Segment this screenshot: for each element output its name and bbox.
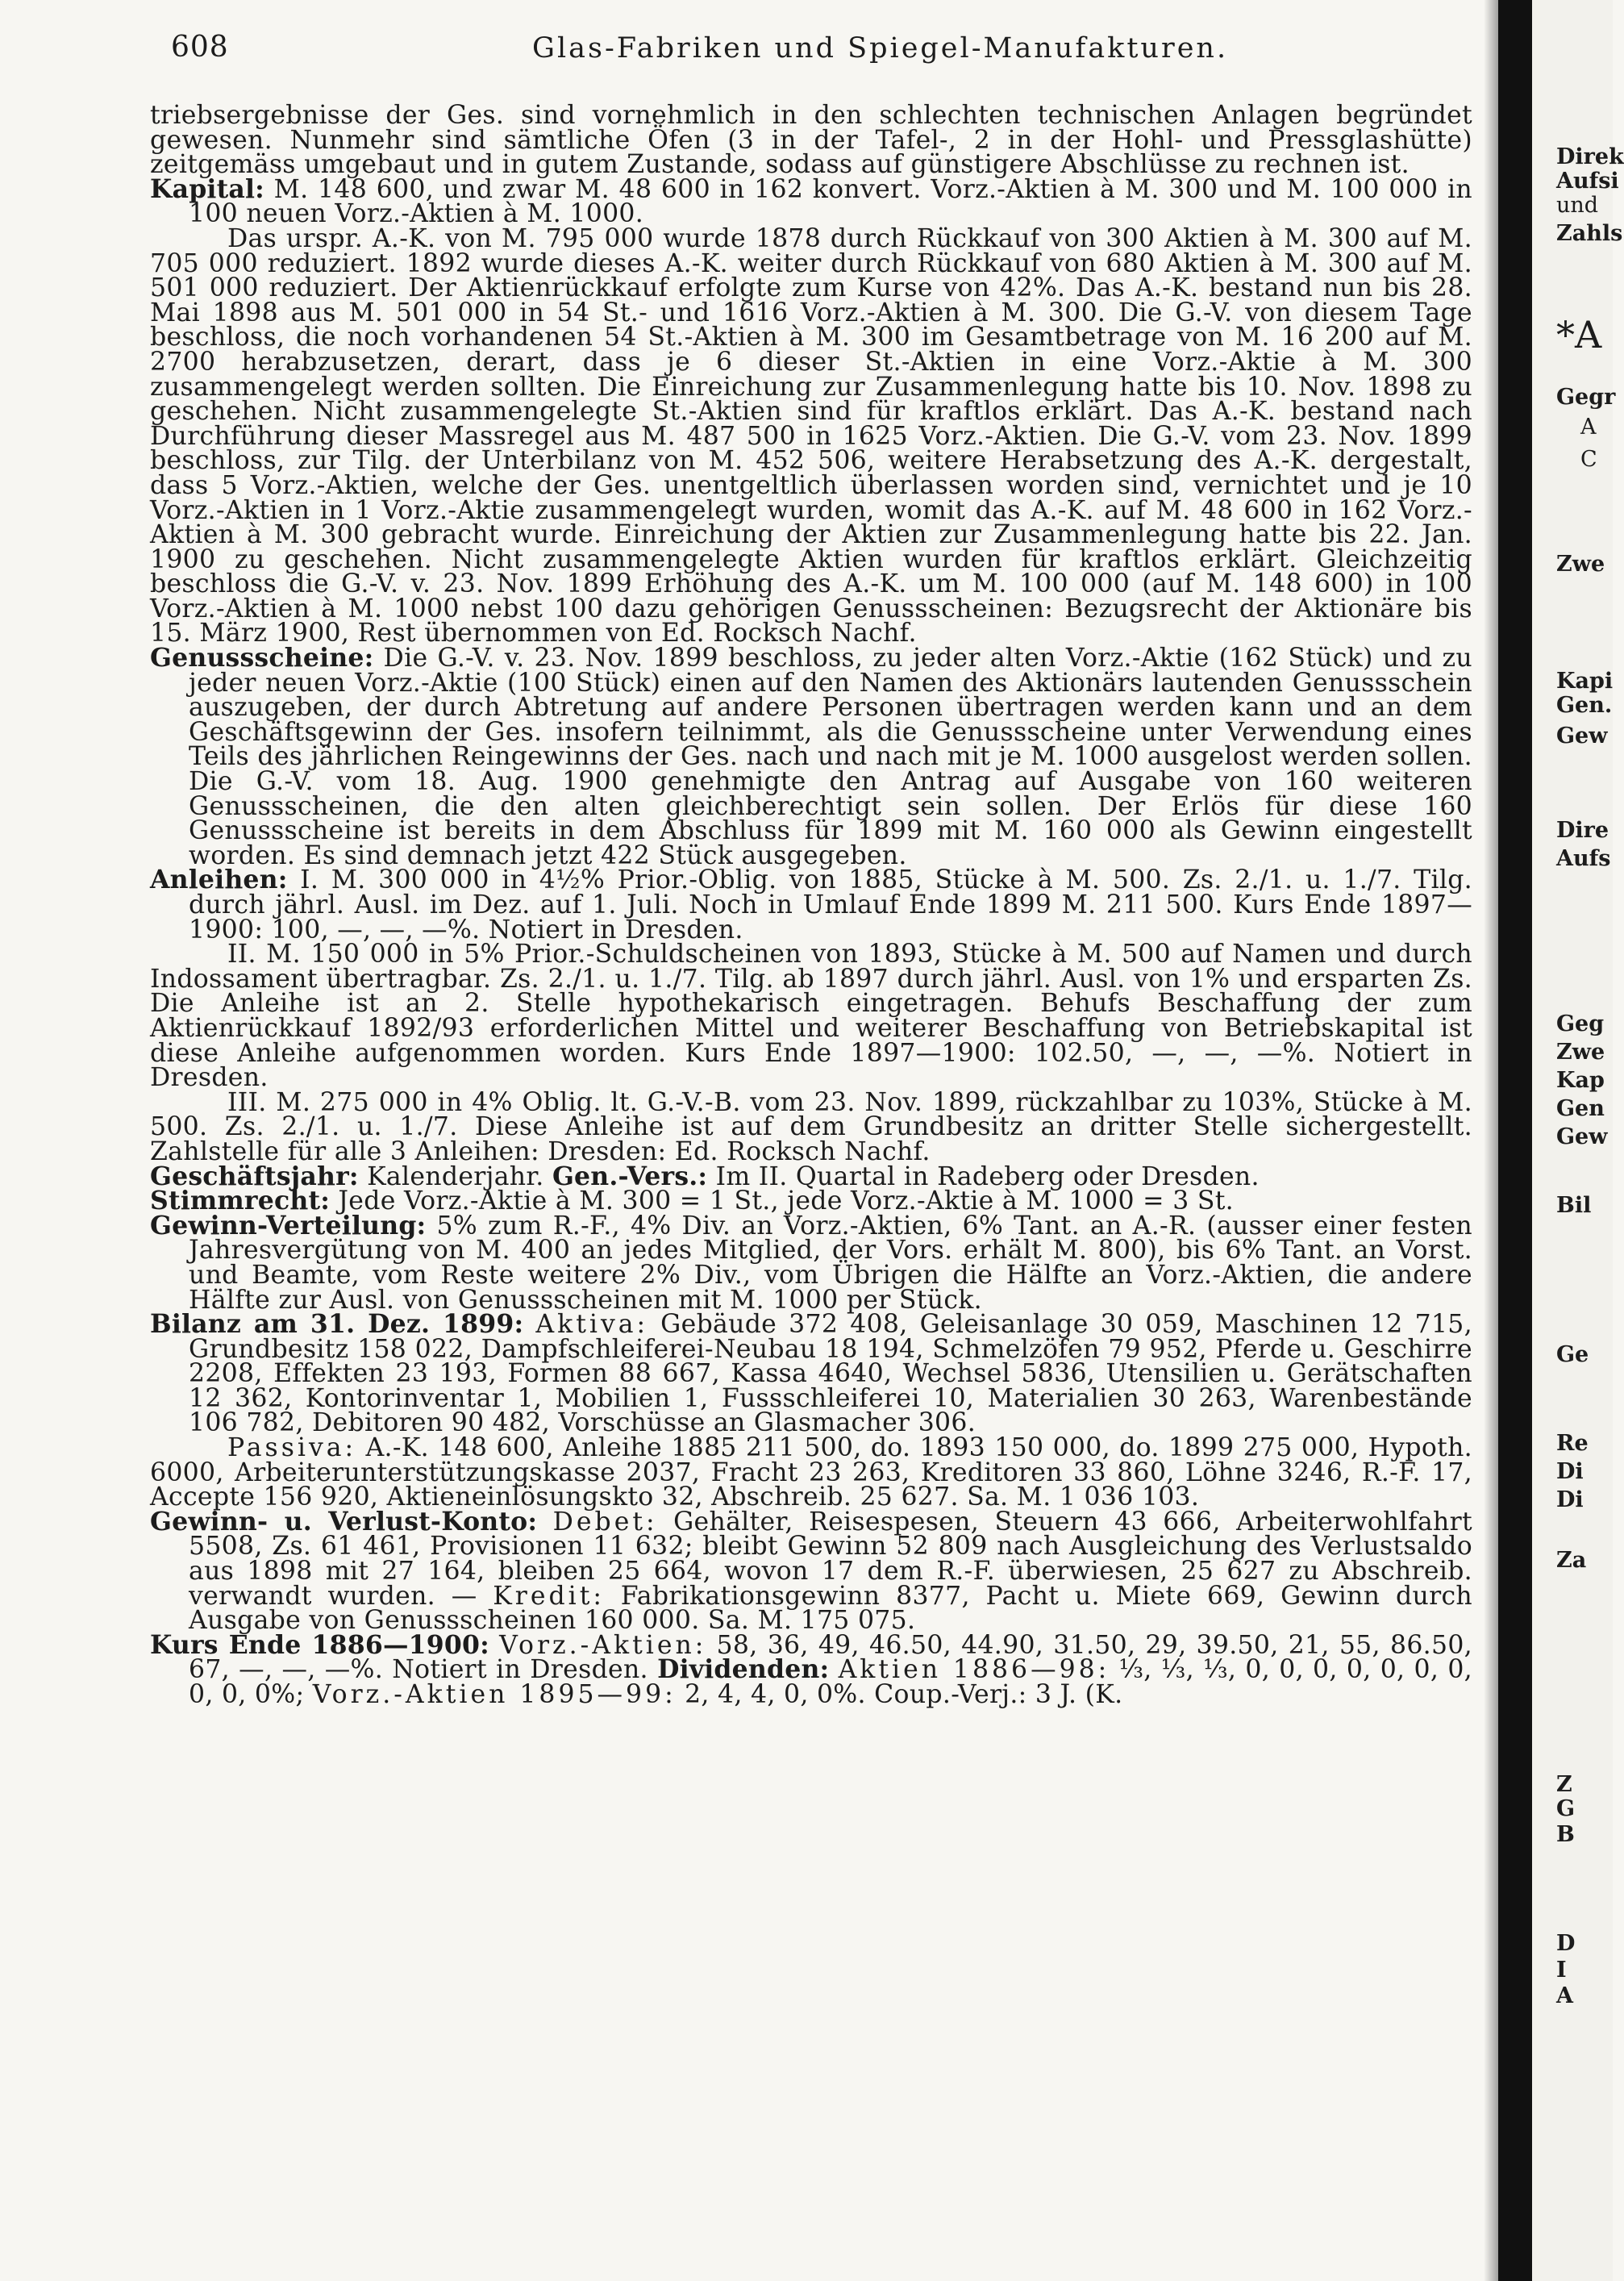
paragraph-anleihe-iii: III. M. 275 000 in 4% Oblig. lt. G.-V.-B. vom 23. Nov. 1899, rückzahlbar zu 103%, Stücke à M. 500. Zs. 2./1. u. 1./7. Diese Anleihe ist auf dem Grundbesitz an dritter Stelle sichergestellt. Zahlstelle für alle 3 Anleihen: Dresden: Ed. Rocksch Nachf. — [150, 1087, 1472, 1166]
text-anleihe-i: I. M. 300 000 in 4½% Prior.-Oblig. von 1885, Stücke à M. 500. Zs. 2./1. u. 1./7. Tilg. durch jährl. Ausl. im Dez. auf 1. Juli. Noch in Umlauf Ende 1899 M. 211 500. Kurs Ende 1897—1900: 100, —, —, —%. Notiert in Dresden. — [189, 865, 1472, 945]
fragment: Zahls — [1556, 221, 1623, 246]
paragraph-gewinn-verteilung — [150, 1210, 1472, 1315]
fragment: Gew — [1556, 723, 1608, 749]
text-genussscheine: Die G.-V. v. 23. Nov. 1899 beschloss, zu jeder alten Vorz.-Aktie (162 Stück) und zu jeder neuen Vorz.-Aktie (100 Stück) einen auf den Namen des Aktionärs lautenden Genussschein auszugeben, der durch Abtretung auf andere Personen übertragen werden kann und an dem Geschäftsgewinn der Ges. insofern teilnimmt, als die Genussscheine unter Verwendung eines Teils des jährlichen Reingewinns der Ges. nach und nach mit je M. 1000 ausgelost werden sollen. Die G.-V. vom 18. Aug. 1900 genehmigte den Antrag auf Ausgabe von 160 weiteren Genussscheinen, die den alten gleichberechtigt sein sollen. Der Erlös für diese 160 Genussscheine ist bereits in dem Abschluss für 1899 mit M. 160 000 als Gewinn eingestellt worden. Es sind demnach jetzt 422 Stück ausgegeben. — [189, 644, 1472, 870]
paragraph-bilanz — [150, 1309, 1472, 1438]
heading-kapital: Kapital: — [150, 173, 264, 204]
fragment: Aufs — [1556, 846, 1611, 871]
fragment: A — [1580, 415, 1597, 440]
keyword-aktien-dividenden: Aktien 1886—98: — [838, 1655, 1110, 1685]
heading-stimmrecht: Stimmrecht: — [150, 1186, 331, 1216]
heading-gewinn-verteilung: Gewinn-Verteilung: — [150, 1210, 427, 1241]
heading-genussscheine: Genussscheine: — [150, 643, 374, 673]
fragment: Zwe — [1556, 1040, 1605, 1065]
fragment: Di — [1556, 1459, 1584, 1484]
fragment: B — [1556, 1822, 1575, 1847]
keyword-kredit: Kredit: — [493, 1581, 606, 1611]
text-aktiva: Gebäude 372 408, Geleisanlage 30 059, Maschinen 12 715, Grundbesitz 158 022, Dampfschleiferei-Neubau 18 194, Schmelzöfen 79 952, Pferde u. Geschirre 2208, Effekten 23 193, Formen 88 667, Kassa 4640, Wechsel 5836, Utensilien u. Gerätschaften 12 362, Kontorinventar 1, Mobilien 1, Fussschleiferei 10, Materialien 30 263, Warenbestände 106 782, Debitoren 90 482, Vorschüsse an Glasmacher 306. — [189, 1310, 1472, 1438]
fragment: Z — [1556, 1772, 1572, 1797]
paragraph-kapital — [150, 173, 1472, 229]
keyword-debet: Debet: — [552, 1507, 658, 1537]
page-number: 608 — [171, 31, 229, 64]
fragment: Direk — [1556, 144, 1624, 169]
fragment: Ge — [1556, 1342, 1589, 1367]
fragment: Gen. — [1556, 693, 1613, 718]
text-passiva: A.-K. 148 600, Anleihe 1885 211 500, do. 1893 150 000, do. 1899 275 000, Hypoth. 6000, Arbeiterunterstützungskasse 2037, Fracht 23 263, Kreditoren 33 860, Löhne 3246, R.-F. 17, Accepte 156 920, Aktieneinlösungskto 32, Abschreib. 25 627. Sa. M. 1 036 103. — [150, 1433, 1472, 1512]
book-gutter — [1498, 0, 1532, 2281]
text-stimmrecht: Jede Vorz.-Aktie à M. 300 = 1 St., jede Vorz.-Aktie à M. 1000 = 3 St. — [338, 1186, 1234, 1216]
gutter-shadow — [1484, 0, 1498, 2281]
text-gen-vers: Im II. Quartal in Radeberg oder Dresden. — [715, 1161, 1260, 1191]
text-gewinn-verteilung: 5% zum R.-F., 4% Div. an Vorz.-Aktien, 6% Tant. an A.-R. (ausser einer festen Jahresvergütung von M. 400 an jedes Mitglied, der Vors. erhält M. 800), bis 6% Tant. an Vorst. und Beamte, vom Reste weitere 2% Div., vom Übrigen die Hälfte an Vorz.-Aktien, die andere Hälfte zur Ausl. von Genussscheinen mit M. 1000 per Stück. — [189, 1211, 1472, 1315]
paragraph-kurs — [150, 1629, 1472, 1709]
heading-gen-vers: Gen.-Vers.: — [552, 1161, 708, 1191]
heading-dividenden: Dividenden: — [657, 1654, 830, 1685]
heading-gewinn-verlust: Gewinn- u. Verlust-Konto: — [150, 1506, 538, 1537]
next-page-edge — [1532, 0, 1624, 2281]
paragraph-gewinn-verlust — [150, 1506, 1472, 1636]
fragment: Zwe — [1556, 552, 1605, 577]
text-column — [150, 103, 1472, 1708]
keyword-aktiva: Aktiva: — [535, 1310, 649, 1340]
heading-geschaeftsjahr: Geschäftsjahr: — [150, 1161, 359, 1191]
fragment: Gegr — [1556, 385, 1616, 410]
text-kapital: M. 148 600, und zwar M. 48 600 in 162 konvert. Vorz.-Aktien à M. 300 und M. 100 000 in 100 neuen Vorz.-Aktien à M. 1000. — [189, 174, 1472, 229]
text-kurs: 58, 36, 49, 46.50, 44.90, 31.50, 29, 39.50, 21, 55, 86.50, 67, —, —, —%. Notiert in Dresden. — [189, 1630, 1472, 1685]
fragment: Kap — [1556, 1068, 1605, 1093]
paragraph-passiva — [150, 1433, 1472, 1512]
fragment: C — [1580, 447, 1597, 472]
running-head: Glas-Fabriken und Spiegel-Manufakturen. — [532, 32, 1229, 65]
paragraph-anleihe-ii: II. M. 150 000 in 5% Prior.-Schuldscheinen von 1893, Stücke à M. 500 auf Namen und durch Indossament übertragbar. Zs. 2./1. u. 1./7. Tilg. ab 1897 durch jährl. Ausl. von 1% und ersparten Zs. Die Anleihe ist an 2. Stelle hypothekarisch eingetragen. Behufs Beschaffung der zum Aktienrückkauf 1892/93 erforderlichen Mittel und weiterer Beschaffung von Betriebskapital ist diese Anleihe aufgenommen worden. Kurs Ende 1897—1900: 102.50, —, —, —%. Notiert in Dresden. — [150, 940, 1472, 1093]
text-aktien-dividenden: ⅓, ⅓, ⅓, 0, 0, 0, 0, 0, 0, 0, 0, 0, 0%; — [189, 1655, 1472, 1709]
fragment: G — [1556, 1796, 1576, 1821]
text-debet: Gehälter, Reisespesen, Steuern 43 666, Arbeiterwohlfahrt 5508, Zs. 61 461, Provisionen 11 632; bleibt Gewinn 52 809 nach Ausgleichung des Verlustsaldo aus 1898 mit 27 164, bleiben 25 664, wovon 17 dem R.-F. überwiesen, 25 627 zu Abschreib. verwandt wurden. — — [189, 1507, 1472, 1611]
text-geschaeftsjahr: Kalenderjahr. — [367, 1161, 544, 1191]
fragment: Aufsi — [1556, 169, 1619, 194]
paragraph-intro: triebsergebnisse der Ges. sind vornehmlich in den schlechten technischen Anlagen begründet gewesen. Nunmehr sind sämtliche Öfen (3 in der Tafel-, 2 in der Hohl- und Pressglashütte) zeitgemäss umgebaut und in gutem Zustande, sodass auf günstigere Abschlüsse zu rechnen ist. — [150, 101, 1472, 180]
fragment: Gew — [1556, 1124, 1608, 1149]
paragraph-genussscheine — [150, 643, 1472, 870]
paragraph-geschaeftsjahr — [150, 1161, 1472, 1191]
fragment: A — [1556, 1983, 1573, 2008]
keyword-passiva: Passiva: — [227, 1433, 357, 1463]
fragment: D — [1556, 1931, 1576, 1956]
fragment: I — [1556, 1958, 1567, 1983]
fragment: Di — [1556, 1487, 1584, 1512]
heading-anleihen: Anleihen: — [150, 865, 288, 895]
fragment: Gen — [1556, 1096, 1605, 1121]
heading-kurs: Kurs Ende 1886—1900: — [150, 1629, 489, 1660]
fragment: Za — [1556, 1548, 1587, 1573]
fragment: Re — [1556, 1431, 1589, 1456]
paragraph-anleihen — [150, 865, 1472, 945]
fragment: Dire — [1556, 818, 1609, 843]
heading-bilanz: Bilanz am 31. Dez. 1899: — [150, 1309, 524, 1340]
fragment: und — [1556, 193, 1599, 218]
text-kredit: Fabrikationsgewinn 8377, Pacht u. Miete 669, Gewinn durch Ausgabe von Genussscheinen 160 000. Sa. M. 175 075. — [189, 1581, 1472, 1636]
keyword-vorz-aktien: Vorz.-Aktien: — [499, 1630, 707, 1660]
text-vorz-dividenden: 2, 4, 4, 0, 0%. Coup.-Verj.: 3 J. (K. — [685, 1680, 1123, 1709]
fragment: Kapi — [1556, 669, 1614, 694]
keyword-vorz-dividenden: Vorz.-Aktien 1895—99: — [312, 1680, 677, 1709]
fragment: *A — [1556, 313, 1602, 357]
fragment: Geg — [1556, 1011, 1605, 1036]
paragraph-kapital-history: Das urspr. A.-K. von M. 795 000 wurde 1878 durch Rückkauf von 300 Aktien à M. 300 auf M. 705 000 reduziert. 1892 wurde dieses A.-K. weiter durch Rückkauf von 680 Aktien à M. 300 auf M. 501 000 reduziert. Der Aktienrückkauf erfolgte zum Kurse von 42%. Das A.-K. bestand nun bis 28. Mai 1898 aus M. 501 000 in 54 St.- und 1616 Vorz.-Aktien à M. 300. Die G.-V. von diesem Tage beschloss, die noch vorhandenen 54 St.-Aktien à M. 300 im Gesamtbetrage von M. 16 200 auf M. 2700 herabzusetzen, derart, dass je 6 dieser St.-Aktien in eine Vorz.-Aktie à M. 300 zusammengelegt werden sollten. Die Einreichung zur Zusammenlegung hatte bis 10. Nov. 1898 zu geschehen. Nicht zusammengelegte St.-Aktien sind für kraftlos erklärt. Das A.-K. bestand nach Durchführung dieser Massregel aus M. 487 500 in 1625 Vorz.-Aktien. Die G.-V. vom 23. Nov. 1899 beschloss, zur Tilg. der Unterbilanz von M. 452 506, weitere Herabsetzung des A.-K. dergestalt, dass 5 Vorz.-Aktien, welche der Ges. unentgeltlich überlassen worden sind, vernichtet und je 10 Vorz.-Aktien in 1 Vorz.-Aktie zusammengelegt wurden, womit das A.-K. auf M. 48 600 in 162 Vorz.-Aktien à M. 300 gebracht wurde. Einreichung der Aktien zur Zusammenlegung hatte bis 22. Jan. 1900 zu geschehen. Nicht zusammengelegte Aktien wurden für kraftlos erklärt. Gleichzeitig beschloss die G.-V. v. 23. Nov. 1899 Erhöhung des A.-K. um M. 100 000 (auf M. 148 600) in 100 Vorz.-Aktien à M. 1000 nebst 100 dazu gehörigen Genussscheinen: Bezugsrecht der Aktionäre bis 15. März 1900, Rest übernommen von Ed. Rocksch Nachf. — [150, 223, 1472, 648]
fragment: Bil — [1556, 1193, 1592, 1218]
